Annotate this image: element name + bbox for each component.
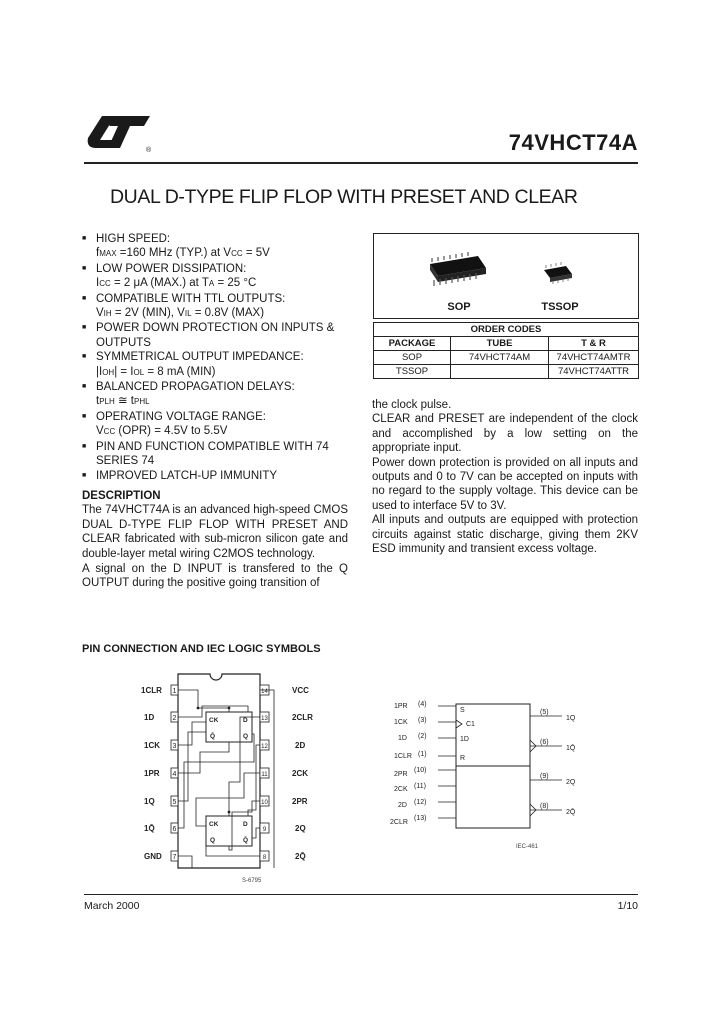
iec-output-num: (5) xyxy=(540,709,549,716)
feature-item: ■ LOW POWER DISSIPATION: ICC = 2 μA (MAX.) at TA = 25 °C xyxy=(82,262,257,290)
pin-label-right: 2D xyxy=(295,741,306,750)
feature-item: ■ OPERATING VOLTAGE RANGE: VCC (OPR) = 4.5V to 5.5V xyxy=(82,410,266,438)
iec-input-num: (11) xyxy=(414,783,426,790)
pin-label-right: VCC xyxy=(292,686,309,695)
pin-number: 3 xyxy=(172,743,177,750)
pin-label-left: 1Q xyxy=(144,797,155,806)
iec-input-label: 1D xyxy=(398,735,407,742)
pin-label-right: 2Q̄ xyxy=(295,852,306,861)
chip-code: S-6795 xyxy=(242,878,262,884)
footer-rule xyxy=(84,894,638,895)
pin-number: 9 xyxy=(262,827,267,833)
iec-box-label: S xyxy=(460,707,465,714)
feature-item: ■ HIGH SPEED: fMAX =160 MHz (TYP.) at VCC = 5V xyxy=(82,233,270,260)
tssop-label: TSSOP xyxy=(541,301,579,313)
iec-input-num: (4) xyxy=(418,701,427,708)
flip-flop-1 xyxy=(206,712,252,742)
iec-input-label: 1PR xyxy=(394,703,408,710)
svg-text:CK: CK xyxy=(209,821,219,828)
svg-text:Q: Q xyxy=(210,837,216,844)
svg-text:D: D xyxy=(243,821,248,828)
iec-box-label: R xyxy=(460,755,466,762)
table-header: TUBE xyxy=(451,337,549,351)
pin-number: 1 xyxy=(172,688,177,695)
pin-label-right: 2PR xyxy=(292,797,308,806)
pin-label-left: 1D xyxy=(144,713,155,722)
flip-flop-2 xyxy=(206,816,252,846)
iec-code: IEC-461 xyxy=(516,844,539,850)
description-para: Power down protection is provided on all inputs and outputs and 0 to 7V can be accepted on inputs with no regard to the supply voltage. This device can be used to interface 5V to 3V. xyxy=(372,456,638,512)
header-rule xyxy=(84,162,638,164)
pin-number: 8 xyxy=(262,855,267,861)
iec-output-num: (9) xyxy=(540,773,549,780)
pin-section-heading: PIN CONNECTION AND IEC LOGIC SYMBOLS xyxy=(82,643,321,655)
description-left xyxy=(82,489,348,591)
table-cell: 74VHCT74ATTR xyxy=(549,365,639,379)
ff-label: Q̄ xyxy=(210,733,216,740)
feature-item: ■ IMPROVED LATCH-UP IMMUNITY xyxy=(82,469,278,482)
table-row xyxy=(374,365,639,379)
description-right xyxy=(372,398,638,556)
pin-label-right: 2Q xyxy=(295,824,306,833)
table-header: PACKAGE xyxy=(374,337,451,351)
sop-label: SOP xyxy=(447,301,471,313)
part-number: 74VHCT74A xyxy=(508,130,638,155)
table-cell: SOP xyxy=(374,351,451,365)
iec-output-num: (8) xyxy=(540,803,549,810)
pin-number: 10 xyxy=(261,800,268,806)
ff-label: D xyxy=(243,717,248,724)
iec-output-label: 2Q̄ xyxy=(566,809,576,816)
iec-input-num: (1) xyxy=(418,751,427,758)
feature-item: ■ PIN AND FUNCTION COMPATIBLE WITH 74 SERIES 74 xyxy=(82,440,329,468)
iec-logic-symbol xyxy=(380,694,590,859)
description-para: CLEAR and PRESET are independent of the clock and accomplished by a low setting on the appropriate input. xyxy=(372,413,638,455)
pin-connection-diagram xyxy=(140,672,330,889)
svg-text:Q̄: Q̄ xyxy=(243,837,249,844)
pin-number: 13 xyxy=(261,716,268,722)
pin-number: 11 xyxy=(261,772,268,778)
description-heading: DESCRIPTION xyxy=(82,490,161,502)
iec-output-label: 1Q xyxy=(566,715,576,722)
iec-input-label: 1CK xyxy=(394,719,408,726)
iec-input-num: (10) xyxy=(414,767,427,774)
pin-number: 12 xyxy=(261,744,268,750)
table-cell: TSSOP xyxy=(374,365,451,379)
iec-output-label: 2Q xyxy=(566,779,576,786)
iec-input-label: 2CK xyxy=(394,786,408,793)
iec-input-num: (3) xyxy=(418,717,427,724)
iec-input-label: 2D xyxy=(398,802,407,809)
iec-input-label: 2PR xyxy=(394,771,408,778)
description-para: the clock pulse. xyxy=(372,399,452,411)
feature-item: ■ SYMMETRICAL OUTPUT IMPEDANCE: |IOH| = IOL = 8 mA (MIN) xyxy=(82,351,304,378)
pin-label-left: 1CLR xyxy=(141,686,162,695)
iec-input-label: 1CLR xyxy=(394,753,412,760)
pin-label-left: GND xyxy=(144,852,162,861)
iec-box-label: 1D xyxy=(460,736,469,743)
pin-number: 5 xyxy=(172,799,177,806)
pin-number: 4 xyxy=(172,771,177,778)
pin-number: 2 xyxy=(172,715,177,722)
ff-label: CK xyxy=(209,717,219,724)
iec-output-label: 1Q̄ xyxy=(566,745,576,752)
pin-number: 6 xyxy=(172,826,177,833)
pin-number: 14 xyxy=(261,689,268,695)
iec-box-label: C1 xyxy=(466,721,475,728)
st-logo xyxy=(84,112,158,161)
iec-input-num: (13) xyxy=(414,815,427,822)
iec-input-label: 2CLR xyxy=(390,819,408,826)
description-para: A signal on the D INPUT is transfered to the Q OUTPUT during the positive going transition of xyxy=(82,563,348,590)
page-title: DUAL D-TYPE FLIP FLOP WITH PRESET AND CLEAR xyxy=(110,186,578,208)
iec-input-num: (2) xyxy=(418,733,427,740)
pin-number: 7 xyxy=(172,854,177,861)
table-cell xyxy=(451,365,549,379)
pin-label-left: 1Q̄ xyxy=(144,824,155,833)
iec-output-num: (6) xyxy=(540,739,549,746)
iec-input-num: (12) xyxy=(414,799,427,806)
table-row xyxy=(374,351,639,365)
feature-item: ■ COMPATIBLE WITH TTL OUTPUTS: VIH = 2V (MIN), VIL = 0.8V (MAX) xyxy=(82,292,286,320)
package-illustration xyxy=(374,234,638,318)
pin-label-left: 1PR xyxy=(144,769,160,778)
package-box xyxy=(373,233,639,319)
tssop-package-image xyxy=(544,262,572,284)
table-cell: 74VHCT74AMTR xyxy=(549,351,639,365)
pin-label-left: 1CK xyxy=(144,741,161,750)
pin-label-right: 2CLR xyxy=(292,713,313,722)
ff-label: Q xyxy=(243,733,249,740)
footer-date: March 2000 xyxy=(84,900,140,912)
svg-text:®: ® xyxy=(146,147,152,154)
footer-page: 1/10 xyxy=(617,900,638,912)
order-codes-table xyxy=(373,322,639,379)
feature-item: ■ BALANCED PROPAGATION DELAYS: tPLH ≅ tPHL xyxy=(82,381,295,408)
sop-package-image xyxy=(430,252,486,286)
order-codes-title: ORDER CODES xyxy=(374,323,639,337)
table-cell: 74VHCT74AM xyxy=(451,351,549,365)
feature-list xyxy=(82,232,354,483)
feature-item: ■ POWER DOWN PROTECTION ON INPUTS & OUTPUTS xyxy=(82,322,335,349)
description-para: All inputs and outputs are equipped with protection circuits against static discharge, giving them 2KV ESD immunity and transient excess voltage. xyxy=(372,514,638,556)
pin-label-right: 2CK xyxy=(292,769,309,778)
table-header: T & R xyxy=(549,337,639,351)
description-para: The 74VHCT74A is an advanced high-speed CMOS DUAL D-TYPE FLIP FLOP WITH PRESET AND CLEAR fabricated with sub-micron silicon gate and double-layer metal wiring C2MOS technology. xyxy=(82,504,348,560)
